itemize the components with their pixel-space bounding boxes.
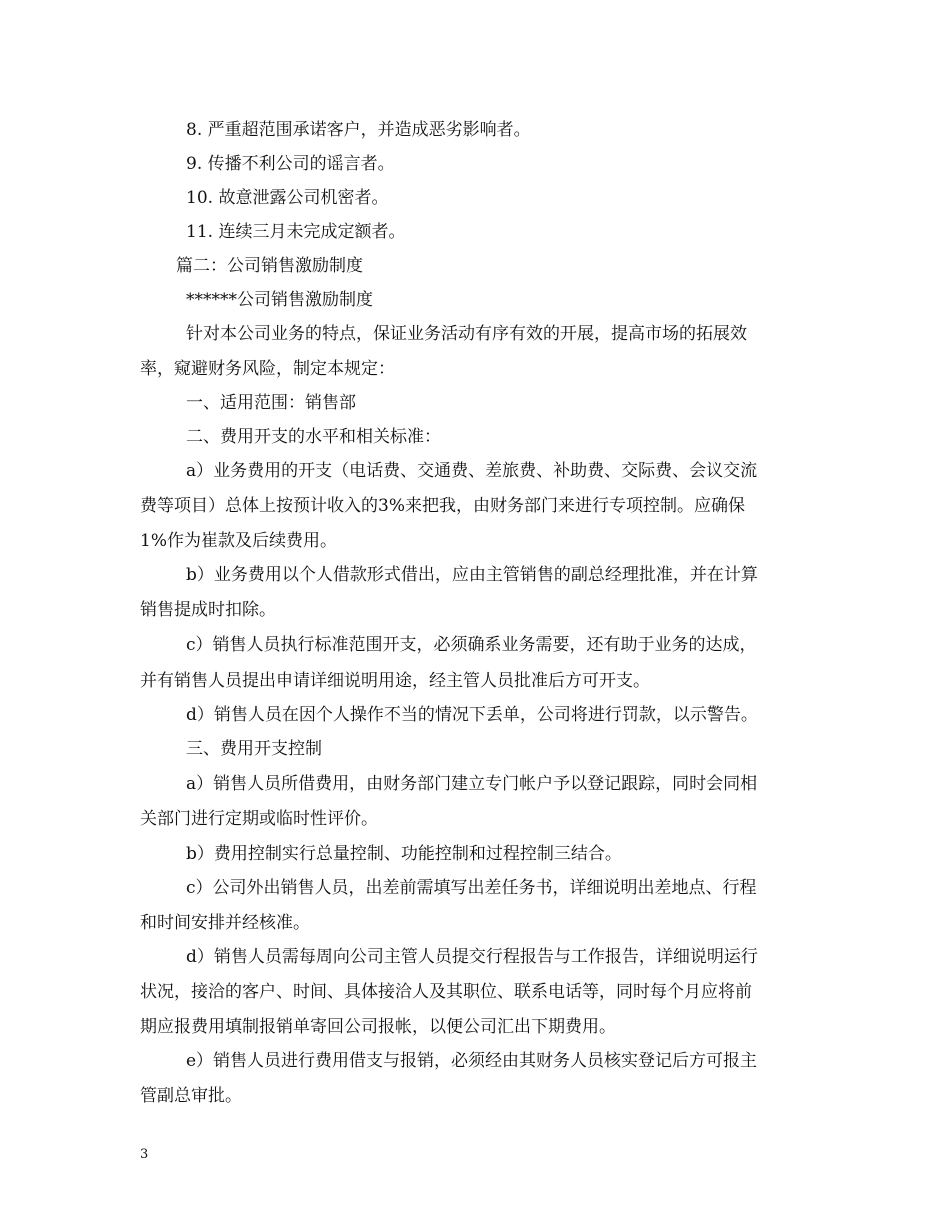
list-item-9: 9. 传播不利公司的谣言者。 — [186, 154, 395, 174]
paragraph-line: b）业务费用以个人借款形式借出，应由主管销售的副总经理批准，并在计算 — [186, 565, 758, 585]
paragraph-line: e）销售人员进行费用借支与报销，必须经由其财务人员核实登记后方可报主 — [186, 1051, 758, 1071]
paragraph-line: 针对本公司业务的特点，保证业务活动有序有效的开展，提高市场的拓展效 — [186, 324, 747, 344]
paragraph-line: d）销售人员需每周向公司主管人员提交行程报告与工作报告，详细说明运行 — [186, 947, 758, 967]
paragraph-line: 率，窥避财务风险，制定本规定： — [140, 359, 395, 379]
list-item-11: 11. 连续三月未完成定额者。 — [186, 222, 406, 242]
paragraph-line: c）销售人员执行标准范围开支，必须确系业务需要，还有助于业务的达成， — [186, 635, 757, 655]
document-title: ******公司销售激励制度 — [186, 290, 373, 310]
list-item-8: 8. 严重超范围承诺客户，并造成恶劣影响者。 — [186, 120, 531, 140]
paragraph-line: d）销售人员在因个人操作不当的情况下丢单，公司将进行罚款，以示警告。 — [186, 705, 758, 725]
paragraph-line: 期应报费用填制报销单寄回公司报帐，以便公司汇出下期费用。 — [140, 1017, 616, 1037]
heading-expense-standards: 二、费用开支的水平和相关标准： — [186, 427, 441, 447]
paragraph-line: c）公司外出销售人员，出差前需填写出差任务书，详细说明出差地点、行程 — [186, 878, 757, 898]
paragraph-line: a）业务费用的开支（电话费、交通费、差旅费、补助费、交际费、会议交流 — [186, 461, 758, 481]
heading-scope: 一、适用范围：销售部 — [186, 393, 356, 413]
list-item-10: 10. 故意泄露公司机密者。 — [186, 188, 389, 208]
heading-expense-control: 三、费用开支控制 — [186, 739, 322, 759]
paragraph-line: 和时间安排并经核准。 — [140, 913, 310, 933]
paragraph-line: b）费用控制实行总量控制、功能控制和过程控制三结合。 — [186, 844, 622, 864]
paragraph-line: 销售提成时扣除。 — [140, 600, 276, 620]
paragraph-line: 费等项目）总体上按预计收入的3%来把我，由财务部门来进行专项控制。应确保 — [140, 496, 745, 516]
paragraph-line: a）销售人员所借费用，由财务部门建立专门帐户予以登记跟踪，同时会同相 — [186, 774, 758, 794]
paragraph-line: 并有销售人员提出申请详细说明用途，经主管人员批准后方可开支。 — [140, 671, 650, 691]
paragraph-line: 管副总审批。 — [140, 1086, 242, 1106]
paragraph-line: 1%作为崔款及后续费用。 — [140, 531, 337, 551]
paragraph-line: 状况，接洽的客户、时间、具体接洽人及其职位、联系电话等，同时每个月应将前 — [140, 982, 752, 1002]
page-number: 3 — [140, 1147, 149, 1162]
paragraph-line: 关部门进行定期或临时性评价。 — [140, 809, 378, 829]
section-title: 篇二：公司销售激励制度 — [176, 256, 363, 276]
